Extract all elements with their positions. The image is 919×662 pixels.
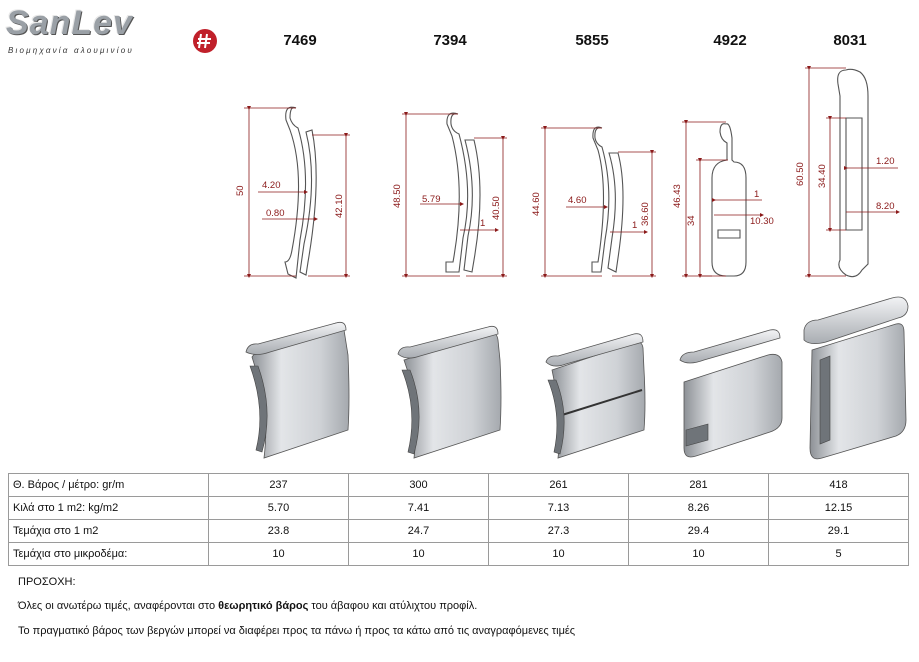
notes-line-2: Το πραγματικό βάρος των βεργών μπορεί να διαφέρει προς τα πάνω ή προς τα κάτω από τις αναγραφόμενες τιμές <box>18 625 576 637</box>
dim-8031-inner: 34.40 <box>817 164 828 188</box>
table-row <box>9 497 909 520</box>
table-cell: 418 <box>769 474 909 497</box>
dim-5855-d1: 4.60 <box>568 195 587 206</box>
table-cell: 27.3 <box>489 520 629 543</box>
dim-8031-d1: 1.20 <box>876 156 895 167</box>
dimension-labels <box>0 0 919 300</box>
table-cell: 5.70 <box>209 497 349 520</box>
table-cell: 24.7 <box>349 520 489 543</box>
table-row <box>9 520 909 543</box>
table-cell: 7.13 <box>489 497 629 520</box>
dim-8031-height: 60.50 <box>795 162 806 186</box>
render-7394 <box>398 326 501 458</box>
notes-line-1 <box>18 600 477 612</box>
dim-5855-d2: 1 <box>632 220 638 231</box>
table-cell: 23.8 <box>209 520 349 543</box>
dim-8031-d2: 8.20 <box>876 201 895 212</box>
row-label: Κιλά στο 1 m2: kg/m2 <box>9 497 209 520</box>
dim-5855-height: 44.60 <box>531 192 542 216</box>
notes-heading: ΠΡΟΣΟΧΗ: <box>18 576 76 588</box>
table-cell: 5 <box>769 543 909 566</box>
table-cell: 237 <box>209 474 349 497</box>
table-cell: 10 <box>629 543 769 566</box>
table-cell: 10 <box>209 543 349 566</box>
specs-table <box>8 473 909 566</box>
table-cell: 7.41 <box>349 497 489 520</box>
table-cell: 300 <box>349 474 489 497</box>
table-cell: 10 <box>489 543 629 566</box>
render-5855 <box>546 334 645 458</box>
dim-7394-inner: 40.50 <box>491 196 502 220</box>
profile-code-7469: 7469 <box>283 32 317 49</box>
notes-line-1-post: του άβαφου και ατύλιχτου προφίλ. <box>308 600 478 612</box>
profile-code-5855: 5855 <box>575 32 609 49</box>
notes-line-1-bold: θεωρητικό βάρος <box>218 600 309 612</box>
row-label: Τεμάχια στο 1 m2 <box>9 520 209 543</box>
render-7469 <box>246 322 349 458</box>
table-row <box>9 543 909 566</box>
table-cell: 29.4 <box>629 520 769 543</box>
dim-7394-height: 48.50 <box>392 184 403 208</box>
dim-4922-inner: 34 <box>686 215 697 226</box>
dim-7469-d2: 0.80 <box>266 208 285 219</box>
profile-code-8031: 8031 <box>833 32 867 49</box>
dim-4922-d1: 1 <box>754 189 760 200</box>
profile-code-4922: 4922 <box>713 32 747 49</box>
brand-tagline: Βιομηχανία αλουμινίου <box>8 46 134 55</box>
dim-4922-height: 46.43 <box>672 184 683 208</box>
table-cell: 12.15 <box>769 497 909 520</box>
dim-7469-inner: 42.10 <box>334 194 345 218</box>
dim-4922-d2: 10.30 <box>750 216 774 227</box>
render-4922 <box>680 330 782 457</box>
render-8031 <box>804 297 908 459</box>
row-label: Θ. Βάρος / μέτρο: gr/m <box>9 474 209 497</box>
dim-5855-inner: 36.60 <box>640 202 651 226</box>
table-cell: 10 <box>349 543 489 566</box>
profile-code-7394: 7394 <box>433 32 467 49</box>
row-label: Τεμάχια στο μικροδέμα: <box>9 543 209 566</box>
dim-7469-d1: 4.20 <box>262 180 281 191</box>
dim-7469-height: 50 <box>235 185 246 196</box>
dim-7394-d1: 5.79 <box>422 194 441 205</box>
table-cell: 261 <box>489 474 629 497</box>
notes-line-1-pre: Όλες οι ανωτέρω τιμές, αναφέρονται στο <box>18 600 219 612</box>
table-cell: 281 <box>629 474 769 497</box>
dim-7394-d2: 1 <box>480 218 486 229</box>
table-row <box>9 474 909 497</box>
table-cell: 29.1 <box>769 520 909 543</box>
table-cell: 8.26 <box>629 497 769 520</box>
brand-name: SanLev <box>6 4 133 42</box>
